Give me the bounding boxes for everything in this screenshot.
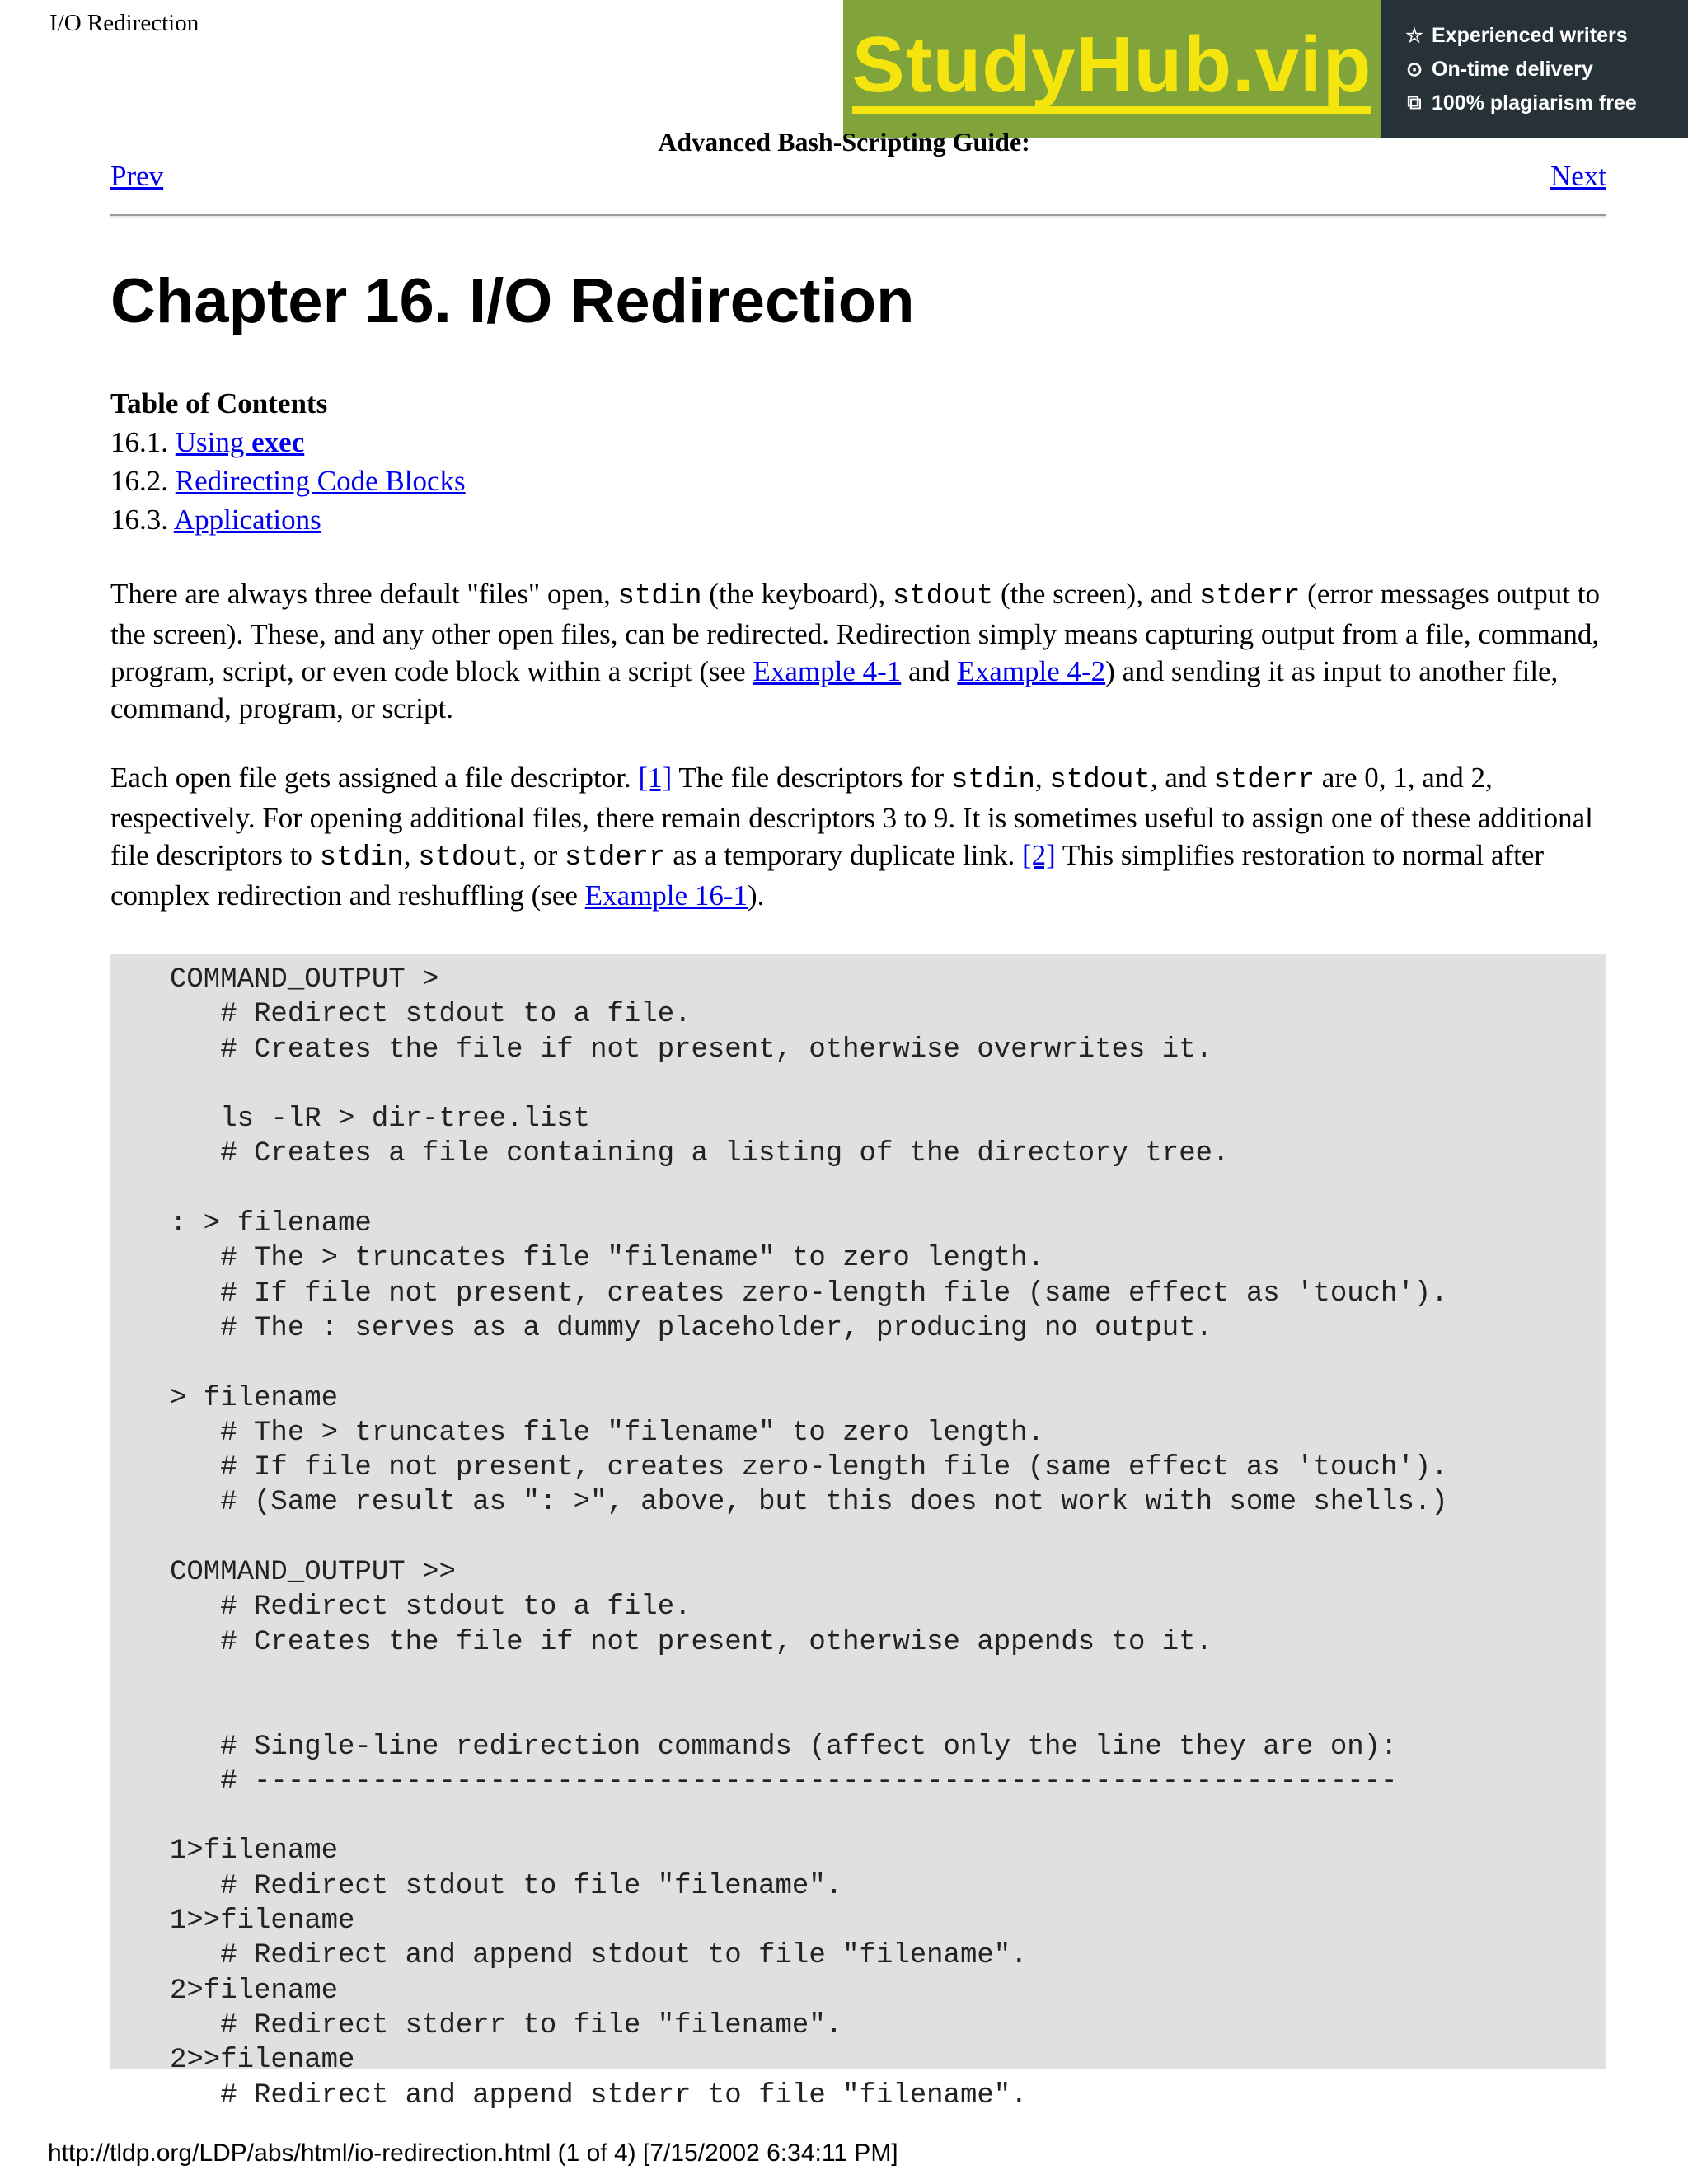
code-stderr: stderr xyxy=(1213,765,1315,796)
code-stderr: stderr xyxy=(1199,581,1301,612)
table-of-contents xyxy=(110,384,466,539)
code-listing: COMMAND_OUTPUT > # Redirect stdout to a file. # Creates the file if not present, otherwise overwrites it. ls -lR > dir-tree.list # Creates a file containing a listing of the directory tree. : > filename # The > truncates file "filename" to zero length. # If file not present, creates zero-length file (same effect as 'touch'). # The : serves as a dummy placeholder, producing no output. > filename # The > truncates file "filename" to zero length. # If file not present, creates zero-length file (same effect as 'touch'). # (Same result as ": >", above, but this does not work with some shells.) COMMAND_OUTPUT >> # Redirect stdout to a file. # Creates the file if not present, otherwise appends to it. # Single-line redirection commands (affect only the line they are on): # -------------------------------------------------------------------- 1>filename # Redirect stdout to file "filename". 1>>filename # Redirect and append stdout to file "filename". 2>filename # Redirect stderr to file "filename". 2>>filename # Redirect and append stderr to file "filename". xyxy=(170,964,1448,2111)
code-stdin: stdin xyxy=(950,765,1035,796)
header-divider xyxy=(110,214,1606,218)
toc-item xyxy=(110,462,466,500)
ad-logo-panel[interactable] xyxy=(843,0,1381,138)
toc-item xyxy=(110,500,466,539)
text: There are always three default "files" open, xyxy=(110,578,618,610)
text: , or xyxy=(518,839,565,871)
code-stdin: stdin xyxy=(617,581,702,612)
text: , and xyxy=(1150,762,1214,794)
text: as a temporary duplicate link. xyxy=(665,839,1022,871)
text: (error messages output to the screen). These, and any other open files, can be redirected. Redirection simply means capturing output from a file, command, program, script, or even code block within a script (see xyxy=(110,578,1600,687)
link-example-4-1[interactable]: Example 4-1 xyxy=(753,655,902,687)
prev-link[interactable]: Prev xyxy=(110,160,164,192)
ad-feature-label: 100% plagiarism free xyxy=(1432,91,1637,115)
code-stdout: stdout xyxy=(892,581,994,612)
ad-feature-item xyxy=(1404,91,1688,115)
text: , xyxy=(1034,762,1050,794)
footnote-link-1[interactable]: [1] xyxy=(638,762,673,794)
toc-item-number: 16.1. xyxy=(110,426,168,458)
code-stdin: stdin xyxy=(319,842,404,874)
code-block xyxy=(110,954,1606,2111)
code-stdout: stdout xyxy=(1049,765,1151,796)
text: and xyxy=(901,655,958,687)
toc-item xyxy=(110,423,466,462)
file-descriptor-paragraph xyxy=(110,759,1611,914)
ad-banner[interactable] xyxy=(843,0,1688,138)
toc-link-applications[interactable]: Applications xyxy=(173,504,321,536)
ad-feature-label: On-time delivery xyxy=(1432,57,1593,81)
ad-features xyxy=(1381,0,1688,138)
ad-logo[interactable]: StudyHub.vip xyxy=(852,26,1372,114)
text: ). xyxy=(747,879,765,912)
text: The file descriptors for xyxy=(672,762,951,794)
star-icon: ☆ xyxy=(1405,24,1423,47)
toc-item-number: 16.3. xyxy=(110,504,168,536)
text: This simplifies restoration to normal after complex redirection and reshuffling (see xyxy=(110,839,1545,912)
link-example-4-2[interactable]: Example 4-2 xyxy=(957,655,1106,687)
toc-link-label[interactable]: Using xyxy=(175,426,252,458)
text: , xyxy=(403,839,419,871)
ad-feature-label: Experienced writers xyxy=(1432,23,1628,47)
text: (the keyboard), xyxy=(701,578,893,610)
code-stdout: stdout xyxy=(418,842,519,874)
toc-link-using-exec[interactable] xyxy=(176,426,304,458)
clock-icon: ⊙ xyxy=(1405,58,1423,81)
code-stderr: stderr xyxy=(565,842,666,874)
toc-link-redirecting-code-blocks[interactable]: Redirecting Code Blocks xyxy=(175,465,466,497)
text: Each open file gets assigned a file descriptor. xyxy=(110,762,639,794)
next-link[interactable]: Next xyxy=(1550,160,1606,192)
intro-paragraph xyxy=(110,575,1611,727)
page-header-title: I/O Redirection xyxy=(49,10,199,36)
chapter-title: Chapter 16. I/O Redirection xyxy=(110,266,915,336)
footer-url: http://tldp.org/LDP/abs/html/io-redirection.html (1 of 4) [7/15/2002 6:34:11 PM] xyxy=(48,2139,898,2167)
text: ) and sending it as input to another file, command, program, or script. xyxy=(110,655,1559,724)
toc-link-bold[interactable]: exec xyxy=(251,426,305,458)
toc-heading: Table of Contents xyxy=(110,387,328,419)
toc-item-number: 16.2. xyxy=(110,465,168,497)
text: (the screen), and xyxy=(993,578,1199,610)
copy-icon: ⧉ xyxy=(1407,91,1422,114)
text: are 0, 1, and 2, respectively. For opening additional files, there remain descriptors 3 to 9. It is sometimes useful to assign one of these additional file descriptors to xyxy=(110,762,1593,871)
ad-feature-item xyxy=(1404,24,1688,48)
footnote-link-2[interactable]: [2] xyxy=(1021,839,1056,871)
ad-feature-item xyxy=(1404,58,1688,82)
link-example-16-1[interactable]: Example 16-1 xyxy=(584,879,748,912)
guide-title: Advanced Bash-Scripting Guide: xyxy=(658,127,1030,157)
